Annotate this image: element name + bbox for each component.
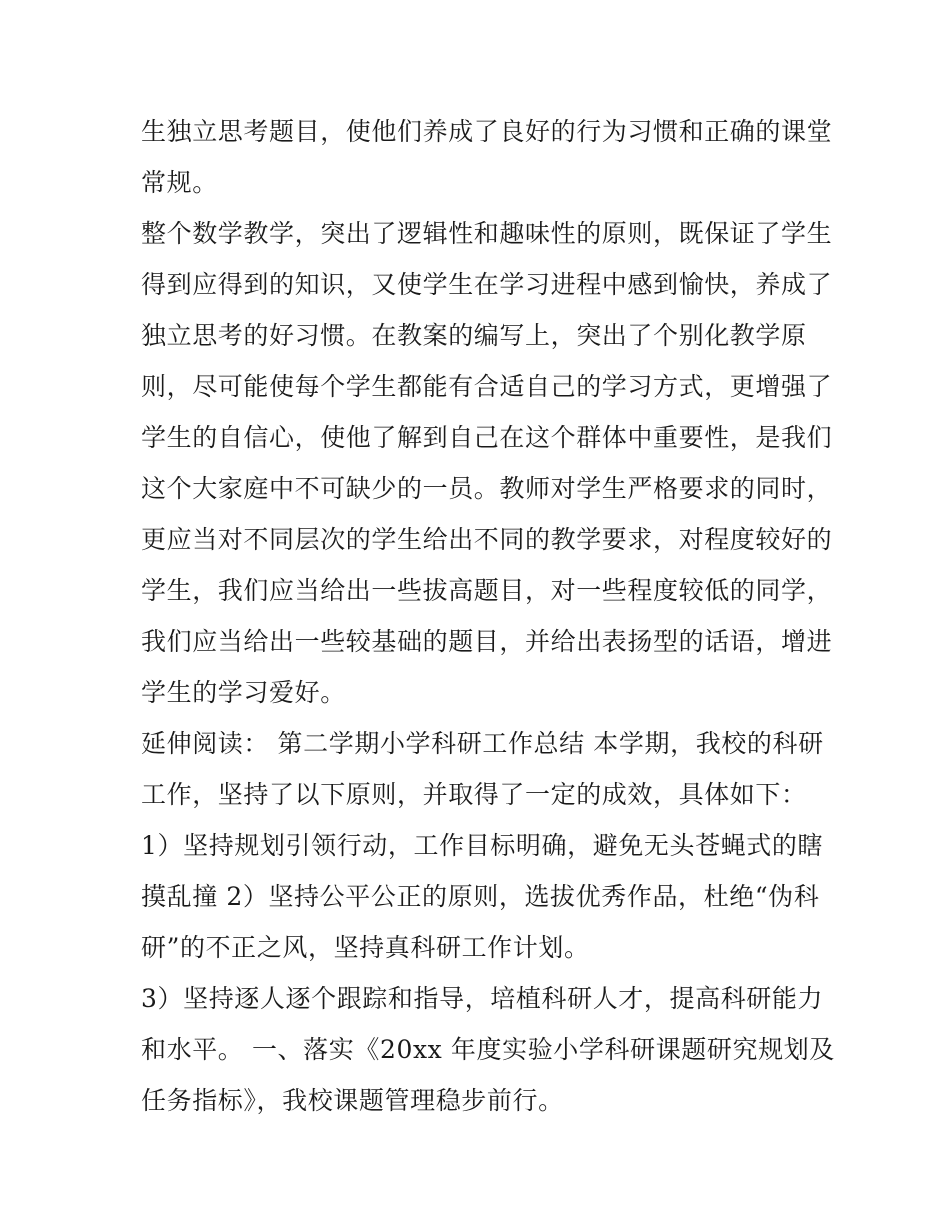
text-line: 3）坚持逐人逐个跟踪和指导，培植科研人才，提高科研能力 <box>141 984 824 1013</box>
document-body <box>141 106 835 1126</box>
text-line: 我们应当给出一些较基础的题目，并给出表扬型的话语，增进 <box>141 627 833 656</box>
text-line: 摸乱撞 2）坚持公平公正的原则，选拔优秀作品，杜绝“伪科 <box>141 882 820 911</box>
text-line: 延伸阅读： 第二学期小学科研工作总结 本学期，我校的科研 <box>141 729 824 758</box>
text-line: 常规。 <box>141 168 218 197</box>
text-line: 更应当对不同层次的学生给出不同的教学要求，对程度较好的 <box>141 525 833 554</box>
text-line: 工作，坚持了以下原则，并取得了一定的成效，具体如下： <box>141 780 807 809</box>
text-line: 整个数学教学，突出了逻辑性和趣味性的原则，既保证了学生 <box>141 219 833 248</box>
text-line: 1）坚持规划引领行动，工作目标明确，避免无头苍蝇式的瞎 <box>141 831 824 860</box>
text-line: 生独立思考题目，使他们养成了良好的行为习惯和正确的课堂 <box>141 117 833 146</box>
text-line: 这个大家庭中不可缺少的一员。教师对学生严格要求的同时， <box>141 474 833 503</box>
text-line: 任务指标》，我校课题管理稳步前行。 <box>141 1086 564 1115</box>
text-line: 学生的学习爱好。 <box>141 678 346 707</box>
text-line: 学生，我们应当给出一些拔高题目，对一些程度较低的同学， <box>141 576 833 605</box>
text-line: 独立思考的好习惯。在教案的编写上，突出了个别化教学原 <box>141 321 807 350</box>
text-line: 研”的不正之风，坚持真科研工作计划。 <box>141 933 590 962</box>
text-line: 和水平。 一、落实《20xx 年度实验小学科研课题研究规划及 <box>141 1035 835 1064</box>
text-line: 学生的自信心，使他了解到自己在这个群体中重要性，是我们 <box>141 423 833 452</box>
text-line: 则，尽可能使每个学生都能有合适自己的学习方式，更增强了 <box>141 372 833 401</box>
text-line: 得到应得到的知识，又使学生在学习进程中感到愉快，养成了 <box>141 270 833 299</box>
